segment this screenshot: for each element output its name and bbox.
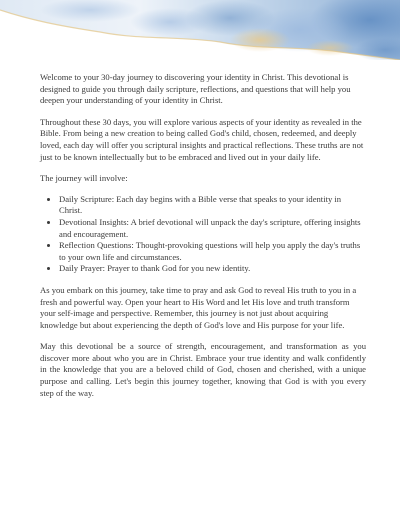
devotional-intro-text [40,72,366,409]
watercolor-banner-art [0,0,400,60]
embark-paragraph: As you embark on this journey, take time to pray and ask God to reveal His truth to you in a fresh and powerful way. Open your heart to His Word and let His love and truth transform your self-image and perspective. Remember, this journey is not just about acquiring knowledge but about experiencing the depth of God's love and His purpose for your life. [40,284,357,330]
overview-paragraph: Throughout these 30 days, you will explore various aspects of your identity as revealed in the Bible. From being a new creation to being called God's child, chosen, redeemed, and deeply loved, each day will offer you scriptural insights and practical reflections. These truths are not just to be known intellectually but to be embraced and lived out in your daily life. [40,116,364,162]
intro-paragraph: Welcome to your 30-day journey to discovering your identity in Christ. This devotional is designed to guide you through daily scripture, reflections, and questions that will help you deepen your understanding of your identity in Christ. [40,72,351,106]
list-item: • Daily Scripture: Each day begins with a Bible verse that speaks to your identity in Christ. [59,194,366,217]
list-item: • Reflection Questions: Thought-provoking questions will help you apply the day's truths to your own life and circumstances. [59,240,366,263]
journey-list [40,194,366,275]
closing-paragraph: May this devotional be a source of strength, encouragement, and transformation as you discover more about who you are in Christ. Embrace your true identity and walk confidently in the knowledge that you are a beloved child of God, chosen and cherished, with a unique purpose and calling. Let's begin this journey together, knowing that God is with you every step of the way. [40,341,366,398]
journey-heading: The journey will involve: [40,173,128,184]
list-item: • Devotional Insights: A brief devotional will unpack the day's scripture, offering insights and encouragement. [59,217,366,240]
list-item: • Daily Prayer: Prayer to thank God for you new identity. [59,263,366,275]
watercolor-banner [0,0,400,60]
